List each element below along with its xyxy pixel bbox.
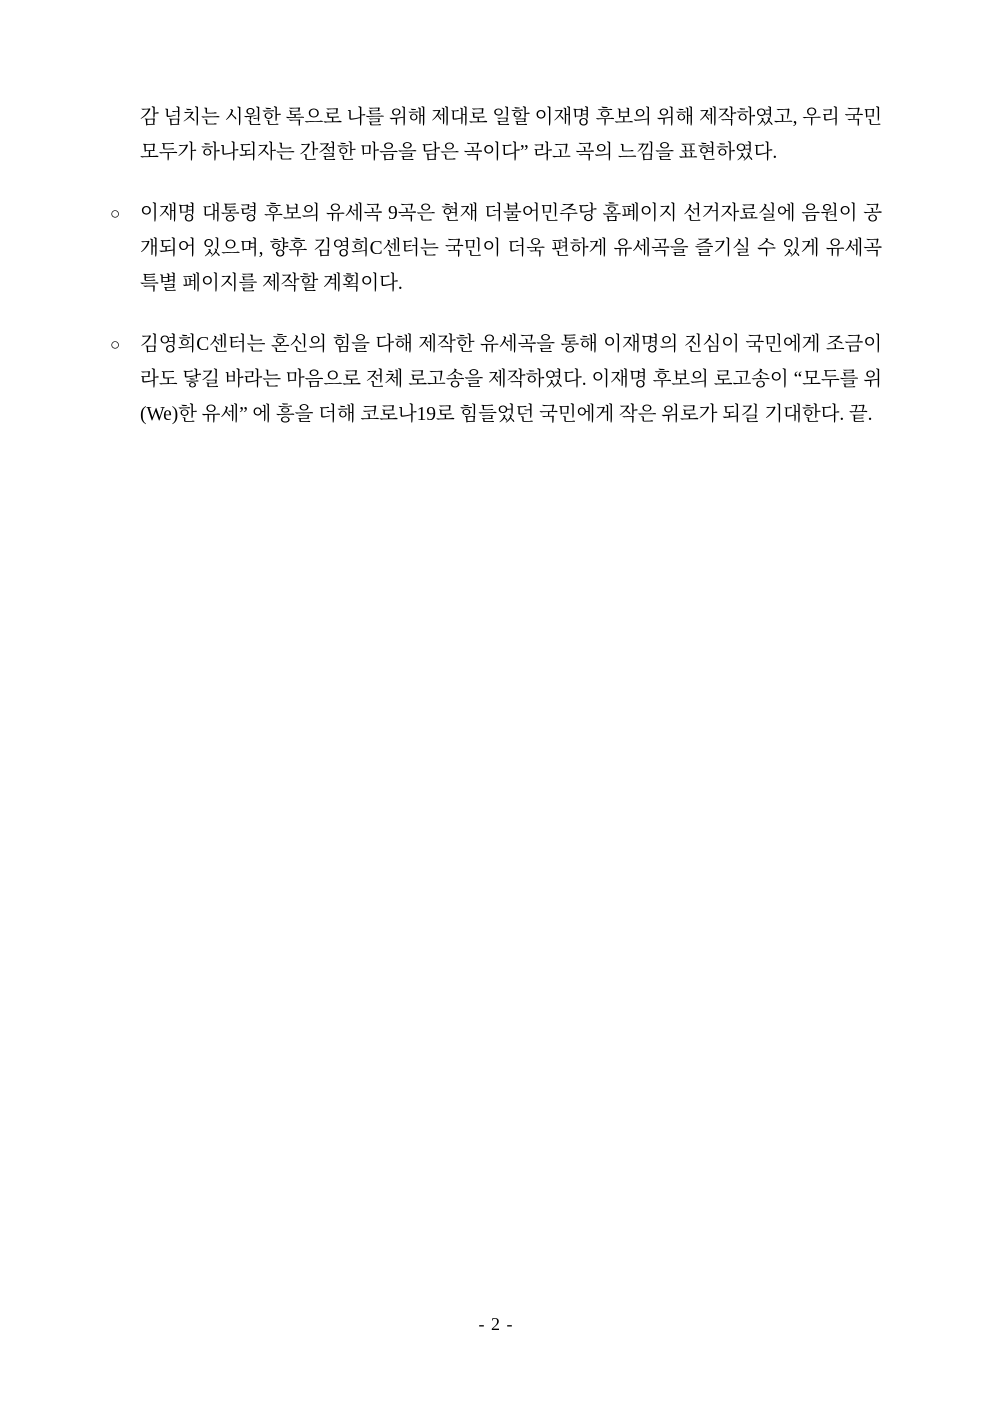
paragraph-continuation — [110, 100, 882, 170]
paragraph-text: 김영희C센터는 혼신의 힘을 다해 제작한 유세곡을 통해 이재명의 진심이 국민에게 조금이라도 닿길 바라는 마음으로 전체 로고송을 제작하였다. 이재명 후보의 로고송이 “모두를 위(We)한 유세” 에 흥을 더해 코로나19로 힘들었던 국민에게 작은 위로가 되길 기대한다. 끝. — [140, 334, 882, 425]
paragraph-text: 이재명 대통령 후보의 유세곡 9곡은 현재 더불어민주당 홈페이지 선거자료실에 음원이 공개되어 있으며, 향후 김영희C센터는 국민이 더욱 편하게 유세곡을 즐기실 수 있게 유세곡 특별 페이지를 제작할 계획이다. — [140, 203, 882, 294]
page-number: - 2 - — [478, 1314, 514, 1334]
paragraph-bullet-2 — [110, 327, 882, 432]
bullet-circle-icon: ○ — [110, 335, 121, 354]
document-body — [110, 100, 882, 432]
paragraph-text: 감 넘치는 시원한 록으로 나를 위해 제대로 일할 이재명 후보의 위해 제작하였고, 우리 국민 모두가 하나되자는 간절한 마음을 담은 곡이다” 라고 곡의 느낌을 표현하였다. — [140, 107, 882, 163]
paragraph-bullet-1 — [110, 196, 882, 301]
bullet-circle-icon: ○ — [110, 204, 121, 223]
